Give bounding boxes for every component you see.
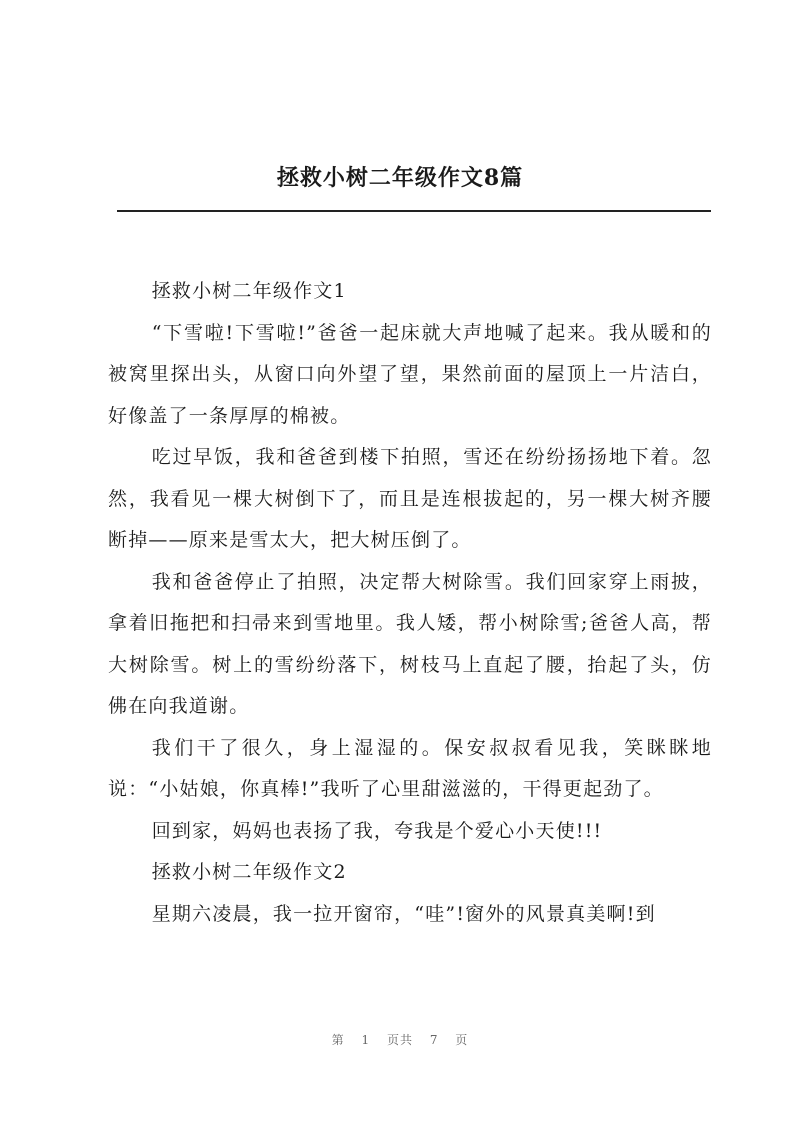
paragraph: 我和爸爸停止了拍照，决定帮大树除雪。我们回家穿上雨披，拿着旧拖把和扫帚来到雪地里。我人矮，帮小树除雪;爸爸人高，帮大树除雪。树上的雪纷纷落下，树枝马上直起了腰，抬起了头，仿佛在向我道谢。 xyxy=(108,570,712,717)
paragraph: 我们干了很久，身上湿湿的。保安叔叔看见我，笑眯眯地说：“小姑娘，你真棒!”我听了心里甜滋滋的，干得更起劲了。 xyxy=(108,736,712,800)
footer-label-page: 第 xyxy=(331,1033,345,1047)
document-body xyxy=(108,271,712,935)
paragraph: 吃过早饭，我和爸爸到楼下拍照，雪还在纷纷扬扬地下着。忽然，我看见一棵大树倒下了，而且是连根拔起的，另一棵大树齐腰断掉——原来是雪太大，把大树压倒了。 xyxy=(108,446,712,551)
paragraph: 回到家，妈妈也表扬了我，夸我是个爱心小天使!!! xyxy=(151,819,603,842)
section-heading: 拯救小树二年级作文1 xyxy=(151,280,347,302)
page-title: 拯救小树二年级作文8篇 xyxy=(276,165,524,191)
footer-label-pages: 页 xyxy=(455,1033,469,1047)
footer-label-of: 页共 xyxy=(386,1033,413,1047)
paragraph: 星期六凌晨，我一拉开窗帘，“哇”!窗外的风景真美啊!到 xyxy=(151,902,656,925)
title-divider xyxy=(117,210,711,212)
footer-total-pages: 7 xyxy=(429,1033,439,1047)
footer-current-page: 1 xyxy=(361,1033,371,1047)
paragraph: “下雪啦!下雪啦!”爸爸一起床就大声地喊了起来。我从暖和的被窝里探出头，从窗口向外望了望，果然前面的屋顶上一片洁白，好像盖了一条厚厚的棉被。 xyxy=(108,321,712,427)
page-footer xyxy=(0,1031,800,1048)
section-heading: 拯救小树二年级作文2 xyxy=(151,861,347,883)
